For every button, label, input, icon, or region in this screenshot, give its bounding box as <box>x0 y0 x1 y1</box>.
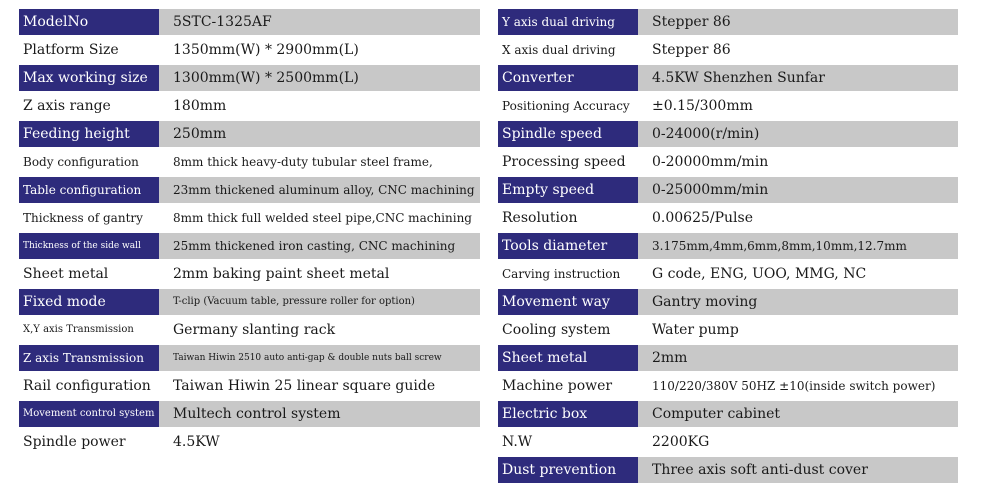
spec-row <box>498 289 958 317</box>
spec-label: Empty speed <box>498 177 638 203</box>
spec-value: Three axis soft anti-dust cover <box>638 457 958 483</box>
spec-row <box>19 121 480 149</box>
spec-label: X axis dual driving <box>502 43 616 57</box>
spec-label: Spindle speed <box>498 121 638 147</box>
spec-row <box>498 373 958 401</box>
spec-value: 110/220/380V 50HZ ±10(inside switch power) <box>652 379 936 393</box>
spec-row <box>19 317 480 345</box>
spec-value: 8mm thick heavy-duty tubular steel frame, <box>173 155 433 169</box>
spec-row <box>498 317 958 345</box>
spec-row <box>498 177 958 205</box>
spec-value: Stepper 86 <box>652 42 731 58</box>
spec-value: 25mm thickened iron casting, CNC machining <box>159 233 480 259</box>
spec-label: Thickness of gantry <box>23 211 143 225</box>
spec-label: Platform Size <box>23 42 119 58</box>
spec-value: 180mm <box>173 98 227 114</box>
spec-row <box>498 9 958 37</box>
spec-row <box>498 93 958 121</box>
spec-row <box>498 149 958 177</box>
spec-label: Thickness of the side wall <box>19 233 159 259</box>
spec-value: 0-25000mm/min <box>638 177 958 203</box>
spec-label: Body configuration <box>23 155 139 169</box>
spec-row <box>498 233 958 261</box>
spec-value: 2mm <box>638 345 958 371</box>
spec-label: Tools diameter <box>498 233 638 259</box>
spec-label: N.W <box>502 434 533 450</box>
spec-value: ±0.15/300mm <box>652 98 753 114</box>
spec-label: Table configuration <box>19 177 159 203</box>
spec-row <box>19 177 480 205</box>
spec-row <box>19 429 480 457</box>
spec-row <box>19 149 480 177</box>
spec-table-right <box>498 9 958 485</box>
spec-label: Max working size <box>19 65 159 91</box>
spec-label: Dust prevention <box>498 457 638 483</box>
spec-label: Electric box <box>498 401 638 427</box>
spec-row <box>498 429 958 457</box>
spec-value: Stepper 86 <box>638 9 958 35</box>
spec-row <box>498 205 958 233</box>
spec-value: Multech control system <box>159 401 480 427</box>
spec-value: 23mm thickened aluminum alloy, CNC machining <box>159 177 480 203</box>
spec-value: 4.5KW Shenzhen Sunfar <box>638 65 958 91</box>
spec-row <box>498 261 958 289</box>
spec-label: Processing speed <box>502 154 626 170</box>
spec-table-left <box>19 9 480 457</box>
spec-value: 8mm thick full welded steel pipe,CNC machining <box>173 211 472 225</box>
spec-value: 4.5KW <box>173 434 220 450</box>
spec-value: T-clip (Vacuum table, pressure roller for option) <box>159 289 480 315</box>
spec-value: 0.00625/Pulse <box>652 210 753 226</box>
spec-label: Converter <box>498 65 638 91</box>
spec-row <box>19 401 480 429</box>
spec-label: Positioning Accuracy <box>502 99 630 113</box>
spec-value: 3.175mm,4mm,6mm,8mm,10mm,12.7mm <box>638 233 958 259</box>
spec-value: Taiwan Hiwin 25 linear square guide <box>173 378 436 394</box>
spec-row <box>498 401 958 429</box>
spec-label: Movement way <box>498 289 638 315</box>
spec-value: 1350mm(W) * 2900mm(L) <box>173 42 359 58</box>
spec-value: Computer cabinet <box>638 401 958 427</box>
spec-label: X,Y axis Transmission <box>23 324 134 335</box>
spec-value: Germany slanting rack <box>173 322 336 338</box>
spec-row <box>498 37 958 65</box>
spec-label: Rail configuration <box>23 378 151 394</box>
spec-label: Carving instruction <box>502 267 621 281</box>
spec-row <box>498 457 958 485</box>
spec-value: Gantry moving <box>638 289 958 315</box>
spec-value: G code, ENG, UOO, MMG, NC <box>652 266 867 282</box>
spec-label: Sheet metal <box>23 266 109 282</box>
spec-row <box>19 65 480 93</box>
spec-label: Feeding height <box>19 121 159 147</box>
spec-row <box>19 373 480 401</box>
spec-value: 0-24000(r/min) <box>638 121 958 147</box>
spec-value: 0-20000mm/min <box>652 154 769 170</box>
spec-label: Movement control system <box>19 401 159 427</box>
spec-row <box>19 205 480 233</box>
spec-label: Resolution <box>502 210 578 226</box>
spec-value: Taiwan Hiwin 2510 auto anti-gap & double nuts ball screw <box>159 345 480 371</box>
spec-value: 1300mm(W) * 2500mm(L) <box>159 65 480 91</box>
spec-row <box>498 121 958 149</box>
spec-row <box>19 289 480 317</box>
spec-row <box>19 233 480 261</box>
spec-label: Machine power <box>502 378 613 394</box>
spec-row <box>498 65 958 93</box>
spec-value: 2200KG <box>652 434 710 450</box>
spec-row <box>19 9 480 37</box>
spec-label: Cooling system <box>502 322 611 338</box>
spec-label: Sheet metal <box>498 345 638 371</box>
spec-label: Z axis Transmission <box>19 345 159 371</box>
spec-label: Fixed mode <box>19 289 159 315</box>
spec-row <box>19 37 480 65</box>
spec-label: Z axis range <box>23 98 111 114</box>
spec-label: Spindle power <box>23 434 126 450</box>
spec-row <box>19 93 480 121</box>
spec-row <box>498 345 958 373</box>
spec-label: ModelNo <box>19 9 159 35</box>
spec-value: 250mm <box>159 121 480 147</box>
spec-value: 5STC-1325AF <box>159 9 480 35</box>
spec-row <box>19 345 480 373</box>
spec-label: Y axis dual driving <box>498 9 638 35</box>
spec-value: 2mm baking paint sheet metal <box>173 266 390 282</box>
spec-row <box>19 261 480 289</box>
spec-value: Water pump <box>652 322 739 338</box>
